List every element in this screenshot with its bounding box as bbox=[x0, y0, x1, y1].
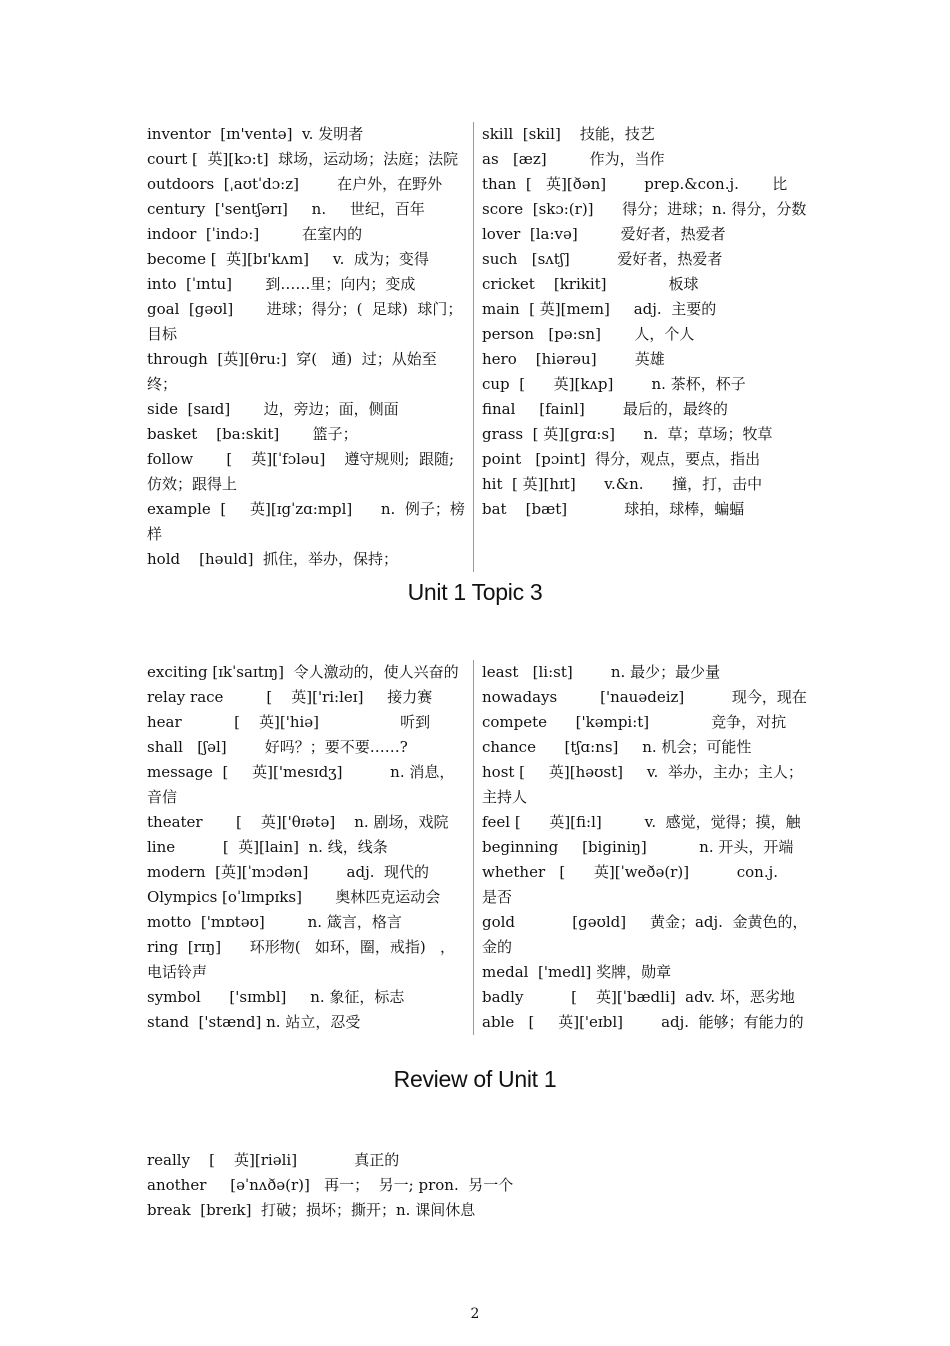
vocab-entry: whether [ 英][ˈweðə(r)] con.j. 是否 bbox=[482, 863, 802, 906]
vocab-entry: line [ 英][lain] n. 线，线条 bbox=[147, 838, 388, 856]
vocab-entry: final [fainl] 最后的，最终的 bbox=[482, 400, 728, 418]
vocab-column-right bbox=[474, 660, 808, 1035]
vocab-entry: basket [ba:skit] 篮子； bbox=[147, 425, 358, 443]
vocab-entry: hear [ 英]['hiə] 听到 bbox=[147, 713, 431, 731]
vocab-entry: beginning [biginiŋ] n. 开头，开端 bbox=[482, 838, 794, 856]
vocab-entry: another [əˈnʌðə(r)] 再一； 另一; pron. 另一个 bbox=[147, 1176, 514, 1194]
vocab-entry: court [ 英][kɔ:t] 球场，运动场；法庭；法院 bbox=[147, 150, 459, 168]
vocab-entry: medal ['medl] 奖牌，勋章 bbox=[482, 963, 672, 981]
vocab-entry: feel [ 英][fi:l] v. 感觉，觉得；摸，触 bbox=[482, 813, 801, 831]
vocab-entry: Olympics [oˈlɪmpɪks] 奥林匹克运动会 bbox=[147, 888, 441, 906]
vocab-entry: gold [gəʊld] 黄金；adj. 金黄色的，金的 bbox=[482, 913, 808, 956]
section-heading-unit1-topic3: Unit 1 Topic 3 bbox=[407, 579, 543, 605]
vocab-entry: modern [英][ˈmɔdən] adj. 现代的 bbox=[147, 863, 430, 881]
vocab-entry: example [ 英][ɪgˈzɑ:mpl] n. 例子；榜样 bbox=[147, 500, 465, 543]
vocab-entry: break [breɪk] 打破；损坏；撕开；n. 课间休息 bbox=[147, 1201, 476, 1219]
vocab-entry: skill [skil] 技能，技艺 bbox=[482, 125, 655, 143]
vocab-entry: least [li:st] n. 最少；最少量 bbox=[482, 663, 721, 681]
vocab-entry: as [æz] 作为，当作 bbox=[482, 150, 665, 168]
vocab-entry: badly [ 英][ˈbædli] adv. 坏，恶劣地 bbox=[482, 988, 795, 1006]
vocab-entry: such [sʌtʃ] 爱好者，热爱者 bbox=[482, 250, 723, 268]
vocab-entry: nowadays ['nauədeiz] 现今，现在 bbox=[482, 688, 807, 706]
vocab-entry: really [ 英][riəli] 真正的 bbox=[147, 1151, 400, 1169]
vocab-entry: goal [gəʊl] 进球；得分；( 足球) 球门；目标 bbox=[147, 300, 463, 343]
vocab-entry: stand ['stænd] n. 站立，忍受 bbox=[147, 1013, 361, 1031]
vocab-entry: able [ 英]['eɪbl] adj. 能够；有能力的 bbox=[482, 1013, 804, 1031]
vocab-entry: century ['sentʃərɪ] n. 世纪，百年 bbox=[147, 200, 425, 218]
vocab-section-topic3 bbox=[140, 660, 810, 1035]
page-number: 2 bbox=[470, 1306, 480, 1322]
vocab-entry: ring [rɪŋ] 环形物( 如环，圈，戒指) ，电话铃声 bbox=[147, 938, 456, 981]
vocab-entry: chance [tʃɑ:ns] n. 机会；可能性 bbox=[482, 738, 752, 756]
vocab-entry: relay race [ 英]['ri:leɪ] 接力赛 bbox=[147, 688, 433, 706]
vocab-entry: message [ 英]['mesɪdʒ] n. 消息，音信 bbox=[147, 763, 455, 806]
vocab-section-topic2 bbox=[140, 122, 810, 572]
vocab-entry: follow [ 英][ˈfɔləu] 遵守规则; 跟随; 仿效；跟得上 bbox=[147, 450, 464, 493]
vocab-column-left bbox=[140, 660, 474, 1035]
vocab-entry: symbol ['sɪmbl] n. 象征，标志 bbox=[147, 988, 405, 1006]
vocab-entry: bat [bæt] 球拍，球棒，蝙蝠 bbox=[482, 500, 745, 518]
vocab-entry: motto ['mɒtəʊ] n. 箴言，格言 bbox=[147, 913, 402, 931]
vocab-section-review bbox=[147, 1148, 547, 1223]
vocab-entry: hero [hiərəu] 英雄 bbox=[482, 350, 665, 368]
vocab-entry: point [pɔint] 得分，观点，要点，指出 bbox=[482, 450, 761, 468]
vocab-entry: lover [la:və] 爱好者，热爱者 bbox=[482, 225, 726, 243]
vocab-entry: host [ 英][həʊst] v. 举办，主办；主人；主持人 bbox=[482, 763, 803, 806]
vocab-entry: hold [həuld] 抓住，举办，保持； bbox=[147, 550, 399, 568]
vocab-entry: exciting [ɪkˈsaɪtɪŋ] 令人激动的，使人兴奋的 bbox=[147, 663, 459, 681]
vocab-entry: become [ 英][bɪ'kʌm] v. 成为；变得 bbox=[147, 250, 429, 268]
vocab-entry: person [pə:sn] 人，个人 bbox=[482, 325, 695, 343]
vocab-entry: shall [ʃəl] 好吗？；要不要……? bbox=[147, 738, 408, 756]
vocab-column-right bbox=[474, 122, 808, 572]
vocab-entry: indoor [ˈindɔ:] 在室内的 bbox=[147, 225, 363, 243]
vocab-entry: inventor [ɪn'ventə] v. 发明者 bbox=[147, 125, 364, 143]
vocab-entry: into [ˈɪntu] 到……里；向内；变成 bbox=[147, 275, 416, 293]
vocab-entry: grass [ 英][grɑ:s] n. 草；草场；牧草 bbox=[482, 425, 773, 443]
vocab-entry: score [skɔ:(r)] 得分；进球；n. 得分，分数 bbox=[482, 200, 807, 218]
vocab-entry: main [ 英][meɪn] adj. 主要的 bbox=[482, 300, 717, 318]
vocab-entry: cup [ 英][kʌp] n. 茶杯，杯子 bbox=[482, 375, 746, 393]
vocab-entry: than [ 英][ðən] prep.&con.j. 比 bbox=[482, 175, 788, 193]
vocab-column-left bbox=[140, 122, 474, 572]
vocab-entry: side [saɪd] 边，旁边；面，侧面 bbox=[147, 400, 399, 418]
vocab-entry: hit [ 英][hɪt] v.&n. 撞，打，击中 bbox=[482, 475, 763, 493]
vocab-entry: cricket [krikit] 板球 bbox=[482, 275, 699, 293]
section-heading-review-unit1: Review of Unit 1 bbox=[393, 1066, 557, 1092]
vocab-entry: compete ['kəmpi:t] 竞争，对抗 bbox=[482, 713, 787, 731]
vocab-entry: outdoors [ˌaʊtˈdɔ:z] 在户外，在野外 bbox=[147, 175, 443, 193]
vocab-entry: theater [ 英]['θɪətə] n. 剧场，戏院 bbox=[147, 813, 449, 831]
vocab-entry: through [英][θru:] 穿( 通) 过；从始至终； bbox=[147, 350, 437, 393]
